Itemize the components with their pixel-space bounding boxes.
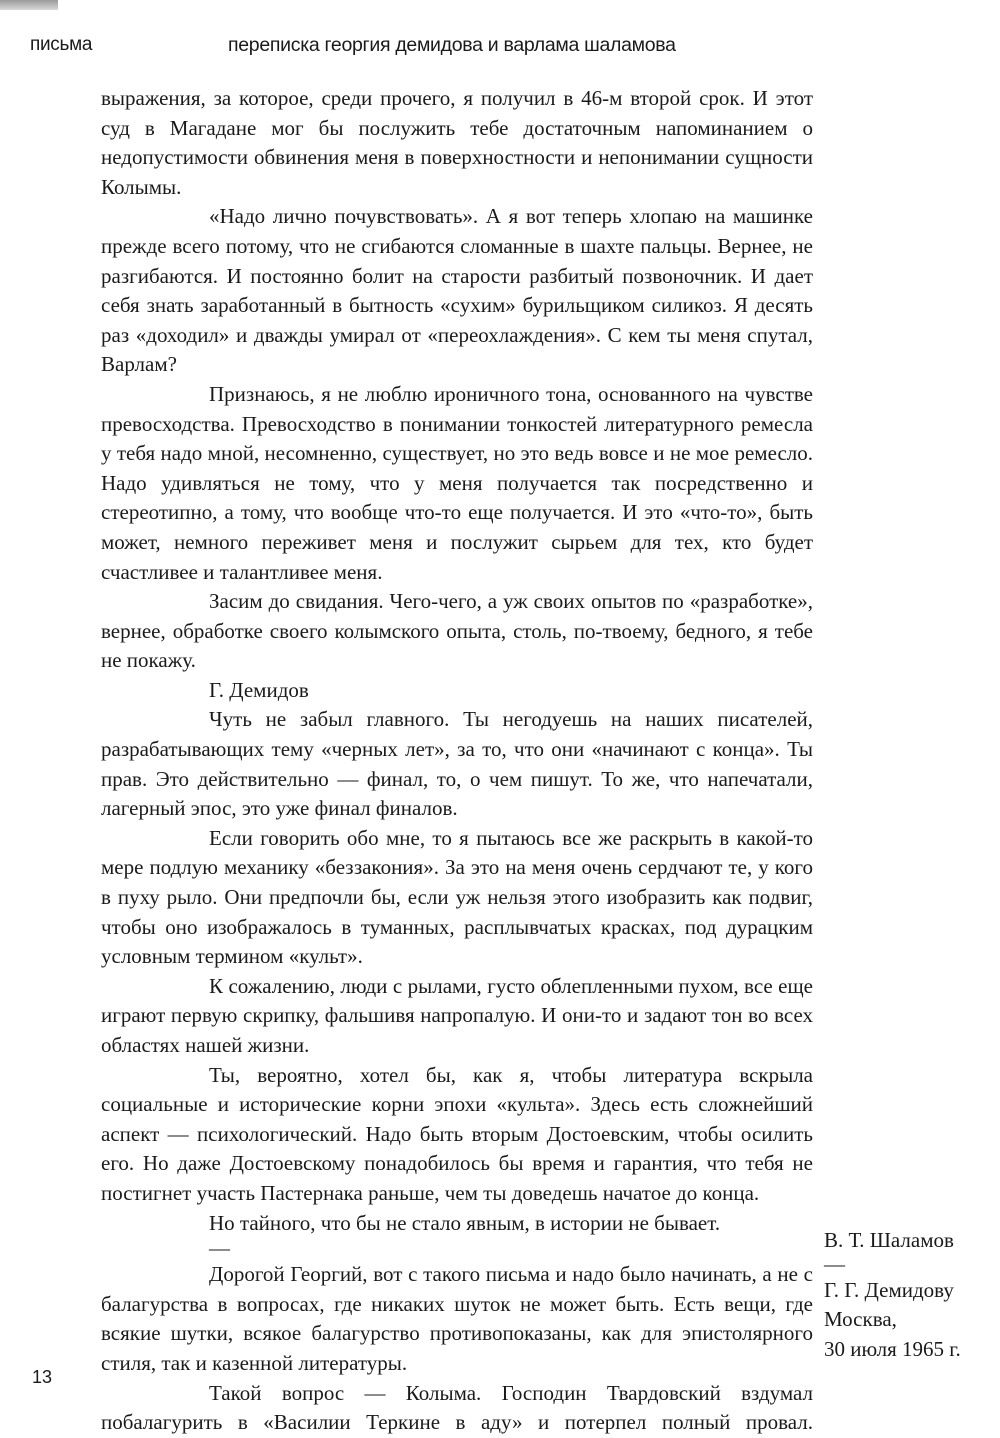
paragraph: «Надо лично почувствовать». А я вот теперь хлопаю на машинке прежде всего потому, что не сгибаются сломанные в шахте пальцы. Вернее, не разгибаются. И постоянно болит на старости разбитый позвоночник. И дает себя знать заработанный в бытность «сухим» бурильщиком силикоз. Я десять раз «доходил» и дважды умирал от «переохлаждения». С кем ты меня спутал, Варлам?: [101, 204, 813, 377]
signature: Г. Демидов: [209, 677, 309, 702]
paragraph: Чуть не забыл главного. Ты негодуешь на наших писателей, разрабатывающих тему «черных лет», за то, что они «начинают с конца». Ты прав. Это действительно — финал, то, о чем пишут. То же, что напечатали, лагерный эпос, это уже финал финалов.: [101, 707, 813, 821]
letter-city: Москва,: [824, 1307, 897, 1332]
running-header-title: переписка георгия демидова и варлама шаламова: [228, 34, 676, 56]
paragraph: Засим до свидания. Чего-чего, а уж своих опытов по «разработке», вернее, обработке своего колымского опыта, столь, по-твоему, бедного, я тебе не покажу.: [101, 589, 813, 673]
paragraph: Ты, вероятно, хотел бы, как я, чтобы литература вскрыла социальные и исторические корни эпохи «культа». Здесь есть сложнейший аспект — психологический. Надо быть вторым Достоевским, чтобы осилить его. Но даже Достоевскому понадобилось бы время и гарантия, что тебя не постигнет участь Пастернака раньше, чем ты доведешь начатое до конца.: [101, 1062, 813, 1205]
paragraph: выражения, за которое, среди прочего, я получил в 46-м второй срок. И этот суд в Магадане мог бы послужить тебе достаточным напоминанием о недопустимости обвинения меня в поверхностности и непонимании сущности Колымы.: [101, 86, 813, 199]
letter-date: 30 июля 1965 г.: [824, 1336, 961, 1361]
page-number: 13: [32, 1367, 53, 1387]
paragraph: Если говорить обо мне, то я пытаюсь все же раскрыть в какой-то мере подлую механику «беззакония». За это на меня очень сердчают те, у кого в пуху рыло. Они предпочли бы, если уж нельзя этого изобразить как подвиг, чтобы оно изображалось в туманных, расплывчатых красках, под дурацким условным термином «культ».: [101, 825, 813, 969]
page-corner-mark: [0, 0, 58, 10]
paragraph: Такой вопрос — Колыма. Господин Твардовский вздумал побалагурить в «Василии Теркине в аду» и потерпел полный провал.: [101, 1380, 813, 1435]
letter-margin-note: [824, 1226, 994, 1364]
margin-dash: —: [824, 1251, 845, 1276]
letter-body: [101, 84, 813, 1438]
paragraph: Дорогой Георгий, вот с такого письма и надо было начинать, а не с балагурства в вопросах, где никаких шуток не может быть. Есть вещи, где всякие шутки, всякое балагурство противопоказаны, как для эпистолярного стиля, так и казенной литературы.: [101, 1262, 813, 1375]
paragraph: К сожалению, люди с рылами, густо облепленными пухом, все еще играют первую скрипку, фальшивя напропалую. И они-то и задают тон во всех областях нашей жизни.: [101, 973, 813, 1057]
letter-recipient: Г. Г. Демидову: [824, 1277, 954, 1302]
section-divider-dash: —: [209, 1236, 230, 1261]
paragraph: Но тайного, что бы не стало явным, в истории не бывает.: [209, 1210, 721, 1235]
paragraph: Признаюсь, я не люблю ироничного тона, основанного на чувстве превосходства. Превосходство в понимании тонкостей литературного ремесла у тебя надо мной, несомненно, существует, но это ведь вовсе и не мое ремесло. Надо удивляться не тому, что у меня получается так посредственно и стереотипно, а тому, что вообще что-то еще получается. И это «что-то», быть может, немного переживет меня и послужит сырьем для тех, кто будет счастливее и талантливее меня.: [101, 381, 813, 584]
letter-sender: В. Т. Шаламов: [824, 1228, 954, 1252]
running-header-section: письма: [30, 34, 93, 55]
